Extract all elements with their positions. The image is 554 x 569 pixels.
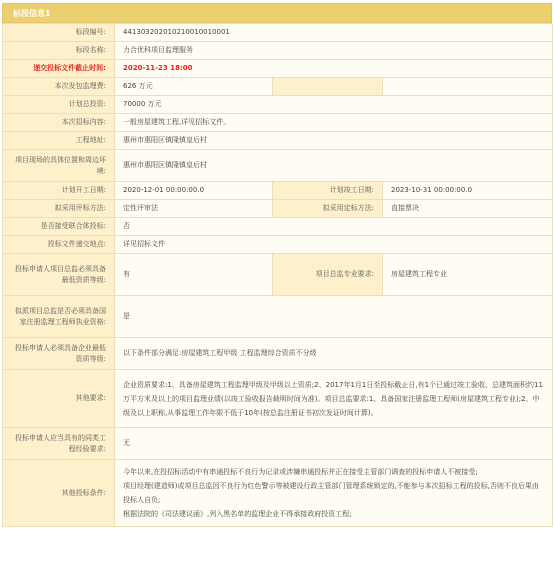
scope-value: 一般房屋建筑工程,详见招标文件。 (115, 114, 553, 132)
table-row (3, 254, 553, 296)
condition-line: 项目经理(建造师)或项目总监因不良行为红色警示等被建设行政主管部门管理系统锁定的,不能参与本次招标工程的投标,否则不良后果由投标人自负; (123, 482, 539, 504)
condition-line: 今年以来,在投招标活动中有串通投标不良行为记录或涉嫌串通投标并正在接受主管部门调查的投标申请人不被接受; (123, 468, 478, 476)
blank-cell (273, 78, 383, 96)
consortium-value: 否 (115, 218, 553, 236)
table-row (3, 182, 553, 200)
other-conditions-label: 其他投标条件: (3, 460, 115, 527)
table-row (3, 60, 553, 78)
table-row (3, 338, 553, 370)
submit-place-label: 投标文件递交地点: (3, 236, 115, 254)
blank-value-cell (383, 78, 553, 96)
select-method-label: 拟采用定标方法: (273, 200, 383, 218)
end-date-value: 2023-10-31 00:00:00.0 (383, 182, 553, 200)
other-conditions-value (115, 460, 553, 527)
similar-experience-label: 投标申请人应当具有的同类工程经验要求: (3, 428, 115, 460)
table-row (3, 218, 553, 236)
chief-registered-label: 拟派项目总监是否必须具备国家注册监理工程师执业资格: (3, 296, 115, 338)
table-row (3, 42, 553, 60)
table-row (3, 200, 553, 218)
table-row (3, 460, 553, 527)
total-invest-label: 计划总投资: (3, 96, 115, 114)
table-row (3, 370, 553, 428)
address-value: 惠州市惠阳区镇隆镇皇后村 (115, 132, 553, 150)
select-method-value: 直接票决 (383, 200, 553, 218)
other-requirements-label: 其他要求: (3, 370, 115, 428)
table-row (3, 78, 553, 96)
bid-number-value: 441303202010210010010001 (115, 24, 553, 42)
deadline-label: 递交投标文件截止时间: (3, 60, 115, 78)
start-date-label: 计划开工日期: (3, 182, 115, 200)
bid-name-label: 标段名称: (3, 42, 115, 60)
table-row (3, 132, 553, 150)
qualification-value: 以下条件部分满足:房屋建筑工程甲级 工程监理综合资质不分级 (115, 338, 553, 370)
similar-experience-value: 无 (115, 428, 553, 460)
end-date-label: 计划竣工日期: (273, 182, 383, 200)
table-row (3, 150, 553, 182)
eval-method-label: 拟采用评标方法: (3, 200, 115, 218)
consortium-label: 是否接受联合体投标: (3, 218, 115, 236)
chief-major-value: 房屋建筑工程专业 (383, 254, 553, 296)
supervision-fee-label: 本次发包监理费: (3, 78, 115, 96)
table-row (3, 296, 553, 338)
chief-grade-label: 投标申请人项目总监必须具备最低资质等级: (3, 254, 115, 296)
table-row (3, 114, 553, 132)
bid-name-value: 力合优科项目监理服务 (115, 42, 553, 60)
bid-number-label: 标段编号: (3, 24, 115, 42)
site-location-value: 惠州市惠阳区镇隆镇皇后村 (115, 150, 553, 182)
condition-line: 根据法院的《司法建议函》,列入黑名单的监理企业不得承接政府投资工程; (123, 510, 352, 518)
section-header: 标段信息1 (2, 3, 552, 23)
table-row (3, 236, 553, 254)
other-requirements-value: 企业资质要求:1、具备房屋建筑工程监理甲级及甲级以上资质;2、2017年1月1日至投标截止日,有1个已通过竣工验收、总建筑面积约11万平方米及以上的项目监理业绩(以竣工验收报告载明时间为准)。项目总监要求:1、具备国家注册监理工程师(房屋建筑工程专业);2、中级及以上职称,从事监理工作年限不低于10年(按总监注册证书初次发证时间计算)。 (115, 370, 553, 428)
table-row (3, 96, 553, 114)
eval-method-value: 定性评审法 (115, 200, 273, 218)
chief-registered-value: 是 (115, 296, 553, 338)
total-invest-value: 70000 万元 (115, 96, 553, 114)
scope-label: 本次招标内容: (3, 114, 115, 132)
deadline-value: 2020-11-23 18:00 (115, 60, 553, 78)
site-location-label: 项目现场的具体位置和周边环境: (3, 150, 115, 182)
qualification-label: 投标申请人必须具备企业最低资质等级: (3, 338, 115, 370)
bid-info-table (2, 23, 553, 527)
address-label: 工程地址: (3, 132, 115, 150)
table-row (3, 24, 553, 42)
table-row (3, 428, 553, 460)
start-date-value: 2020-12-01 00:00:00.0 (115, 182, 273, 200)
submit-place-value: 详见招标文件 (115, 236, 553, 254)
supervision-fee-value: 626 万元 (115, 78, 273, 96)
chief-grade-value: 有 (115, 254, 273, 296)
chief-major-label: 项目总监专业要求: (273, 254, 383, 296)
